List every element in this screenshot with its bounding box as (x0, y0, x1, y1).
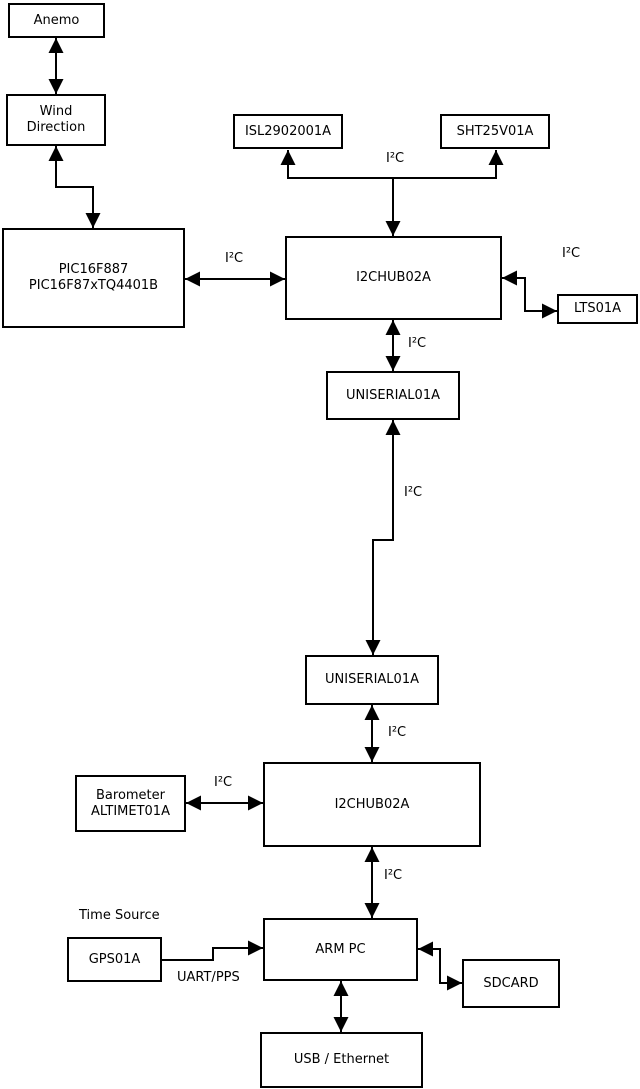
node-label: Barometer (96, 787, 165, 803)
edge-hub1-lts (502, 278, 557, 311)
node-label: PIC16F87xTQ4401B (28, 278, 159, 293)
node-label: GPS01A (88, 951, 141, 967)
edge-gps-armpc (162, 948, 263, 960)
node-label: SDCARD (483, 975, 539, 991)
node-arm-pc (263, 918, 418, 981)
node-uniserial01a-2 (305, 655, 439, 705)
node-label: Anemo (33, 12, 80, 28)
edge-label-i2c-hub1-uniserial1: I²C (408, 336, 427, 351)
edge-label-i2c-hub1-lts: I²C (562, 246, 581, 261)
edge-winddirection-pic (56, 146, 93, 228)
node-gps01a (67, 937, 162, 982)
node-usb-ethernet (260, 1032, 423, 1088)
node-uniserial01a-1 (326, 371, 460, 420)
node-label: LTS01A (573, 301, 622, 316)
node-label: I2CHUB02A (334, 796, 410, 812)
node-label: USB / Ethernet (293, 1052, 390, 1067)
node-sht25v01a (440, 114, 550, 149)
node-sdcard (462, 959, 560, 1008)
node-label: UNISERIAL01A (325, 672, 419, 687)
edge-label-i2c-hub2-armpc: I²C (384, 868, 403, 883)
node-label: UNISERIAL01A (346, 387, 440, 403)
node-label: Wind (39, 104, 73, 119)
node-pic16f887 (2, 228, 185, 328)
edge-label-uart-pps: UART/PPS (177, 970, 240, 985)
node-label: PIC16F887 (58, 262, 129, 277)
edge-label-time-source: Time Source (79, 908, 160, 923)
node-label: SHT25V01A (456, 123, 534, 139)
node-label: ISL2902001A (244, 123, 332, 139)
edge-label-i2c-tee: I²C (386, 151, 405, 166)
node-isl2902001a (233, 114, 343, 149)
node-label: ARM PC (315, 941, 366, 957)
edge-label-i2c-barometer-hub2: I²C (214, 775, 233, 790)
node-barometer-altimet01a (75, 775, 186, 832)
edge-armpc-sdcard (418, 949, 462, 983)
edge-label-i2c-pic-hub1: I²C (225, 251, 244, 266)
node-label: I2CHUB02A (356, 270, 431, 285)
edge-label-i2c-uniserial2-hub2: I²C (388, 725, 407, 740)
node-lts01a (557, 294, 638, 324)
node-label: ALTIMET01A (91, 803, 170, 819)
node-anemo (8, 3, 105, 38)
node-i2chub02a-2 (263, 762, 481, 847)
edge-uniserial1-uniserial2 (373, 420, 393, 655)
node-wind-direction (6, 94, 106, 146)
node-i2chub02a-1 (285, 236, 502, 320)
edge-label-i2c-uniserial1-uniserial2: I²C (404, 485, 423, 500)
node-label: Direction (26, 120, 86, 135)
